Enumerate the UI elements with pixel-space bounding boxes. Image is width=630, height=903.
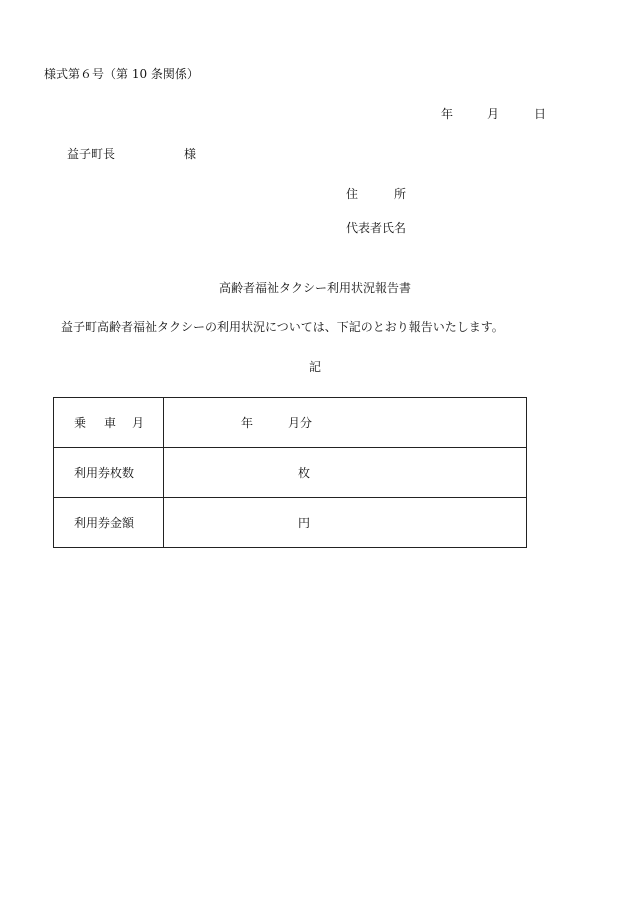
date-year-label: 年 xyxy=(441,107,454,121)
representative-name-label: 代表者氏名 xyxy=(346,221,407,235)
document-title: 高齢者福祉タクシー利用状況報告書 xyxy=(219,281,412,295)
ticket-amount-label-cell xyxy=(54,498,164,548)
form-number: 様式第６号（第 10 条関係） xyxy=(44,67,199,81)
table-row-ticket-amount xyxy=(54,498,527,548)
ticket-count-value-cell[interactable] xyxy=(164,448,527,498)
ride-month-label-1: 乗 xyxy=(74,416,87,430)
address-label-part2: 所 xyxy=(394,187,407,201)
ride-month-value-cell[interactable] xyxy=(164,398,527,448)
ticket-count-label: 利用券枚数 xyxy=(74,466,135,480)
ride-month-month: 月分 xyxy=(288,416,313,430)
address-label-part1: 住 xyxy=(346,187,359,201)
table-row-ride-month xyxy=(54,398,527,448)
addressee-honorific: 様 xyxy=(184,147,197,161)
table-row-ticket-count xyxy=(54,448,527,498)
ticket-count-label-cell xyxy=(54,448,164,498)
ride-month-label-2: 車 xyxy=(104,416,117,430)
ticket-amount-value-cell[interactable] xyxy=(164,498,527,548)
ride-month-year: 年 xyxy=(241,416,254,430)
addressee-name: 益子町長 xyxy=(67,147,116,161)
ride-month-label-cell xyxy=(54,398,164,448)
ticket-amount-label: 利用券金額 xyxy=(74,516,135,530)
date-month-label: 月 xyxy=(487,107,500,121)
report-table xyxy=(53,397,527,548)
ki-heading: 記 xyxy=(309,360,322,374)
ride-month-label-3: 月 xyxy=(132,416,145,430)
ticket-amount-unit: 円 xyxy=(298,516,311,530)
ticket-count-unit: 枚 xyxy=(298,466,311,480)
body-text: 益子町高齢者福祉タクシーの利用状況については、下記のとおり報告いたします。 xyxy=(61,320,504,334)
date-day-label: 日 xyxy=(534,107,547,121)
